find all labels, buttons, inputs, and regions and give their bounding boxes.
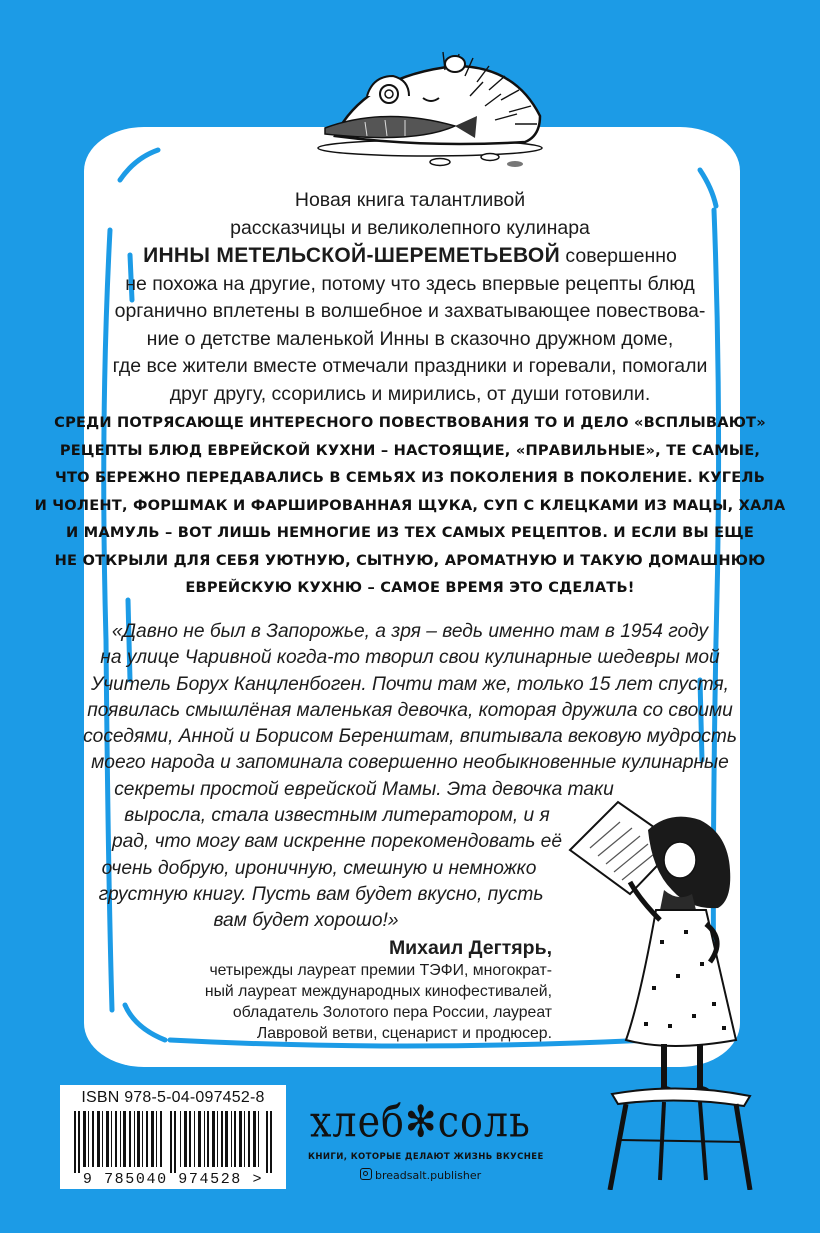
caps-line: И ЧОЛЕНТ, ФОРШМАК И ФАРШИРОВАННАЯ ЩУКА, СУП С КЛЕЦКАМИ ИЗ МАЦЫ, ХАЛА bbox=[34, 496, 786, 514]
intro-line: органично вплетены в волшебное и захватывающее повествова- bbox=[114, 300, 706, 322]
isbn-number: ISBN 978-5-04-097452-8 bbox=[81, 1089, 265, 1106]
intro-line: ние о детстве маленькой Инны в сказочно дружном доме, bbox=[146, 327, 674, 350]
caps-line: ЕВРЕЙСКУЮ КУХНЮ – САМОЕ ВРЕМЯ ЭТО СДЕЛАТЬ! bbox=[185, 579, 635, 596]
caps-line: РЕЦЕПТЫ БЛЮД ЕВРЕЙСКОЙ КУХНИ – НАСТОЯЩИЕ, «ПРАВИЛЬНЫЕ», ТЕ САМЫЕ, bbox=[59, 441, 761, 459]
quote-line: грустную книгу. Пусть вам будет вкусно, пусть bbox=[98, 883, 544, 905]
barcode-digits: 9 785040 974528 > bbox=[82, 1171, 264, 1188]
caps-line: ЧТО БЕРЕЖНО ПЕРЕДАВАЛИСЬ В СЕМЬЯХ ИЗ ПОКОЛЕНИЯ В ПОКОЛЕНИЕ. КУГЕЛЬ bbox=[54, 469, 766, 486]
intro-line: не похожа на другие, потому что здесь впервые рецепты блюд bbox=[125, 272, 695, 295]
quote-line: выросла, стала известным литератором, и я bbox=[124, 805, 550, 827]
quote-line: секреты простой еврейской Мамы. Эта девочка таки bbox=[114, 778, 614, 800]
intro-line: где все жители вместе отмечали праздники и горевали, помогали bbox=[112, 355, 708, 377]
quote-line: появилась смышлёная маленькая девочка, которая дружила со своими bbox=[87, 699, 733, 721]
publisher-instagram bbox=[360, 1168, 481, 1182]
quote-line: Учитель Борух Канцленбоген. Почти там же, только 15 лет спустя, bbox=[90, 673, 730, 695]
intro-line-author bbox=[0, 242, 820, 271]
publisher-tagline: КНИГИ, КОТОРЫЕ ДЕЛАЮТ ЖИЗНЬ ВКУСНЕЕ bbox=[308, 1152, 544, 1162]
quote-line: «Давно не был в Запорожье, а зря – ведь именно там в 1954 году bbox=[111, 621, 709, 642]
intro-line: Новая книга талантливой bbox=[294, 189, 526, 211]
girl-reading-illustration bbox=[560, 790, 760, 1190]
intro-paragraph bbox=[0, 187, 820, 408]
caps-line: И МАМУЛЬ – ВОТ ЛИШЬ НЕМНОГИЕ ИЗ ТЕХ САМЫХ РЕЦЕПТОВ. И ЕСЛИ ВЫ ЕЩЕ bbox=[65, 524, 754, 541]
quote-line: соседями, Анной и Борисом Беренштам, впитывала вековую мудрость bbox=[83, 726, 737, 748]
instagram-icon bbox=[360, 1168, 372, 1180]
instagram-handle: breadsalt.publisher bbox=[375, 1169, 482, 1182]
barcode-bars bbox=[74, 1111, 274, 1173]
quote-signature bbox=[205, 936, 552, 1044]
caps-line: СРЕДИ ПОТРЯСАЮЩЕ ИНТЕРЕСНОГО ПОВЕСТВОВАНИЯ ТО И ДЕЛО «ВСПЛЫВАЮТ» bbox=[54, 414, 766, 431]
quote-line: рад, что могу вам искренне порекомендовать её bbox=[111, 831, 563, 853]
caps-line: НЕ ОТКРЫЛИ ДЛЯ СЕБЯ УЮТНУЮ, СЫТНУЮ, АРОМАТНУЮ И ТАКУЮ ДОМАШНЮЮ bbox=[54, 551, 766, 569]
recipes-paragraph bbox=[0, 409, 820, 602]
signature-line: ный лауреат международных кинофестивалей, bbox=[204, 983, 552, 1000]
publisher-logo bbox=[298, 1088, 548, 1188]
signature-line: четырежды лауреат премии ТЭФИ, многократ- bbox=[209, 962, 552, 979]
signature-line: обладатель Золотого пера России, лауреат bbox=[232, 1004, 552, 1021]
isbn-barcode-box bbox=[60, 1085, 286, 1189]
quote-line: очень добрую, ироничную, смешную и немножко bbox=[101, 857, 537, 879]
intro-line: друг другу, ссорились и мирились, от души готовили. bbox=[169, 382, 651, 405]
quote-line: вам будет хорошо!» bbox=[213, 910, 399, 932]
signature-name: Михаил Дегтярь, bbox=[388, 937, 552, 959]
author-name: ИННЫ МЕТЕЛЬСКОЙ-ШЕРЕМЕТЬЕВОЙ bbox=[143, 244, 560, 267]
hedgehog-fish-illustration bbox=[305, 36, 555, 176]
intro-line: рассказчицы и великолепного кулинара bbox=[230, 216, 590, 239]
quote-line: на улице Чаривной когда-то творил свои кулинарные шедевры мой bbox=[100, 647, 720, 669]
intro-line-tail: совершенно bbox=[559, 245, 677, 267]
publisher-logo-wordmark: хлеб✻соль bbox=[310, 1096, 531, 1147]
quote-line: моего народа и запоминала совершенно необыкновенные кулинарные bbox=[91, 752, 729, 774]
signature-line: Лавровой ветви, сценарист и продюсер. bbox=[256, 1025, 552, 1042]
